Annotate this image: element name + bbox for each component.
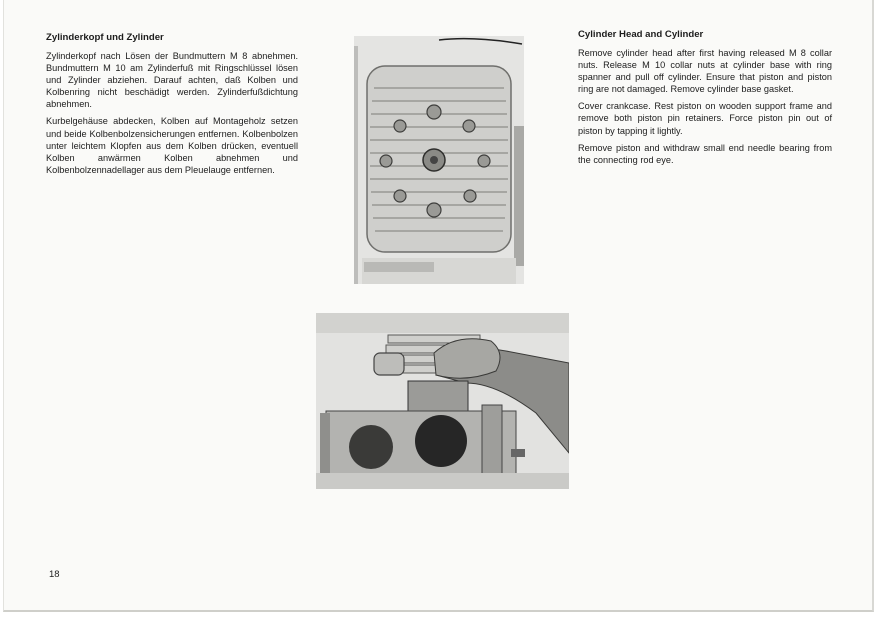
page-number: 18 bbox=[49, 569, 60, 580]
german-paragraph: Zylinderkopf nach Lösen der Bundmuttern M 8 abnehmen. Bundmuttern M 10 am Zylinderfuß mit Ringschlüssel lösen und Zylinder abziehen. Darauf achten, daß Kolben und Kolbenring nicht beschädigt werden. Zylinderfußdichtung abnehmen. bbox=[46, 51, 298, 110]
cylinder-head-photo bbox=[354, 36, 524, 284]
german-text-column bbox=[46, 32, 298, 181]
english-paragraph: Remove cylinder head after first having released M 8 collar nuts. Release M 10 collar nuts at cylinder base with ring spanner and pull off cylinder. Ensure that piston and piston ring are not damaged. Remove cylinder base gasket. bbox=[578, 48, 832, 95]
manual-page bbox=[3, 0, 874, 612]
english-text-column bbox=[578, 29, 832, 171]
piston-removal-photo bbox=[316, 313, 569, 489]
german-heading: Zylinderkopf und Zylinder bbox=[46, 32, 164, 43]
english-paragraph: Remove piston and withdraw small end needle bearing from the connecting rod eye. bbox=[578, 142, 832, 165]
german-paragraph: Kurbelgehäuse abdecken, Kolben auf Montageholz setzen und beide Kolbenbolzensicherungen entfernen. Kolbenbolzen unter leichtem Klopfen aus dem Kolben drücken, eventuell Kolben anwärmen Kolben abnehmen und Kolbenbolzennadellager aus dem Pleuelauge entfernen. bbox=[46, 116, 298, 175]
english-heading: Cylinder Head and Cylinder bbox=[578, 29, 704, 40]
english-paragraph: Cover crankcase. Rest piston on wooden support frame and remove both piston pin retainers. Force piston pin out of piston by tapping it lightly. bbox=[578, 101, 832, 136]
